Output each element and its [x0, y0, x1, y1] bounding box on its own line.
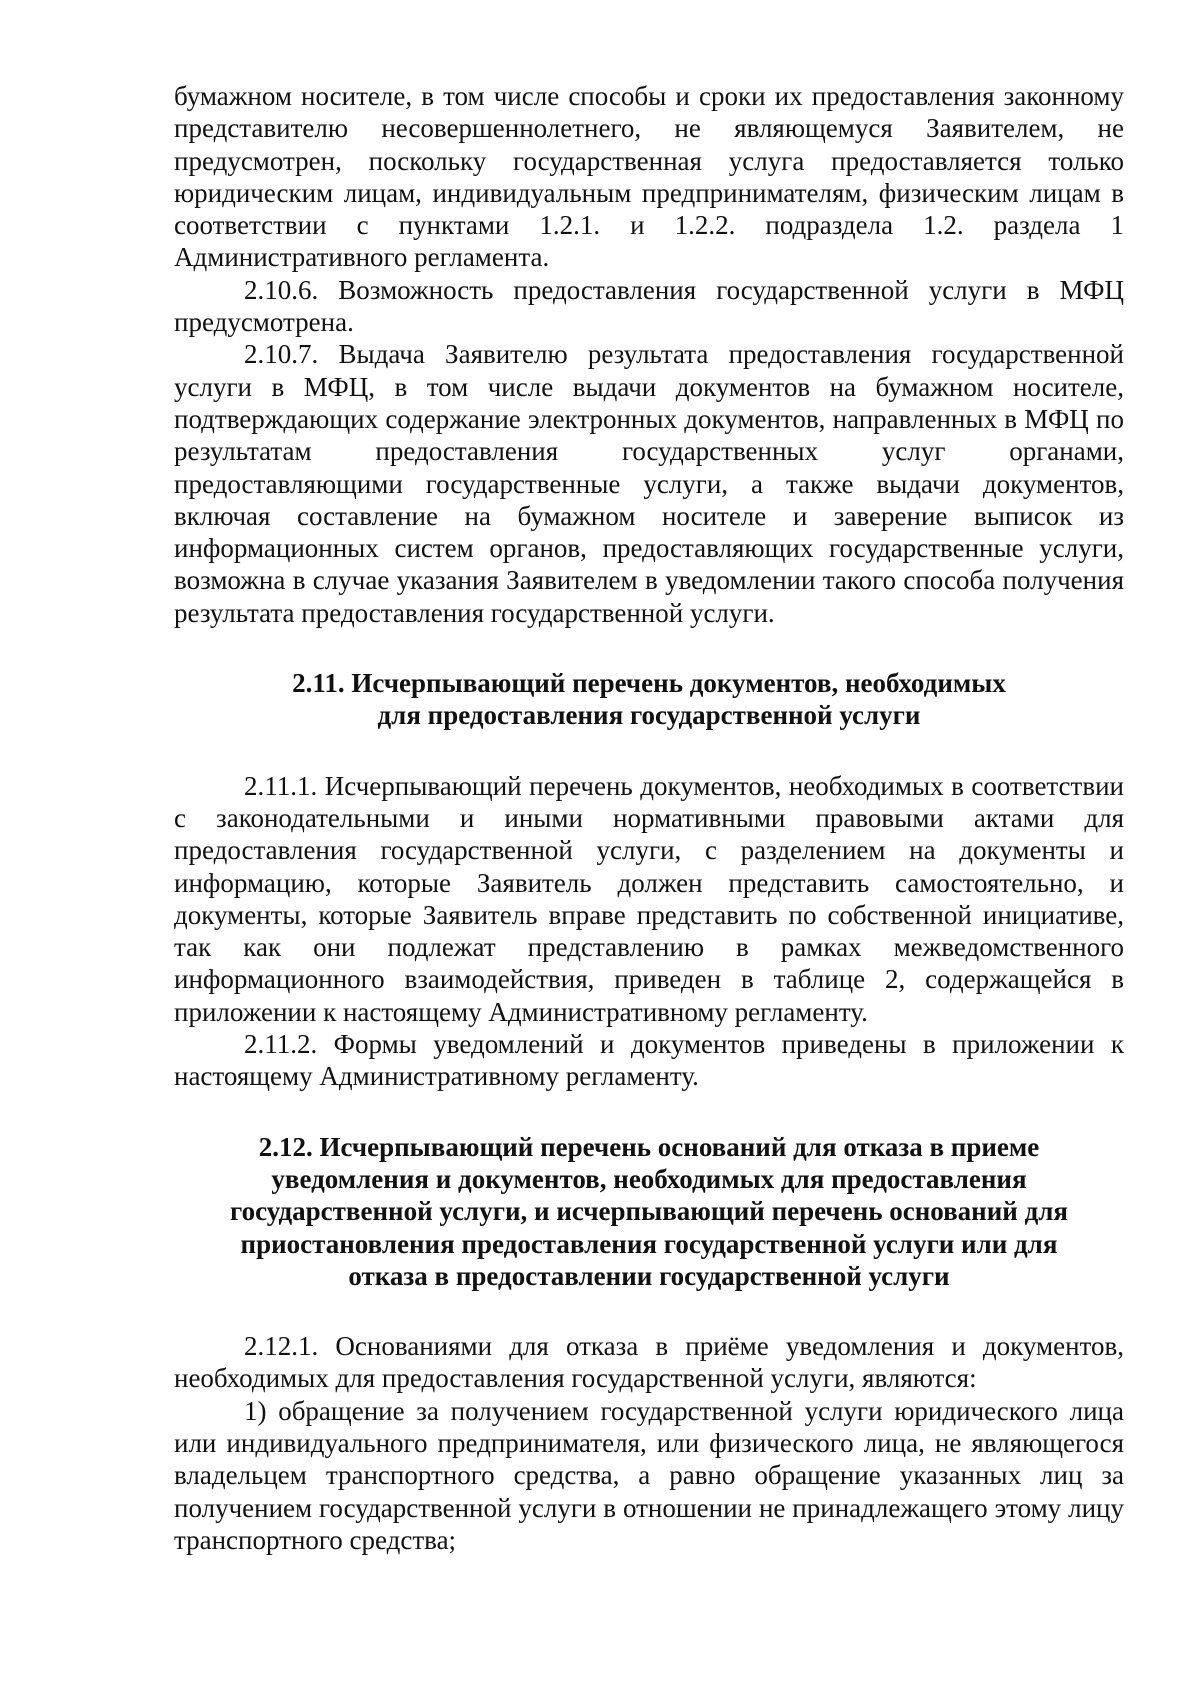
heading-line: отказа в предоставлении государственной услуги — [348, 1260, 950, 1291]
paragraph-2-11-2: 2.11.2. Формы уведомлений и документов приведены в приложении к настоящему Административному регламенту. — [174, 1029, 1124, 1092]
paragraph-2-11-1: 2.11.1. Исчерпывающий перечень документов, необходимых в соответствии с законодательными и иными нормативными правовыми актами для предоставления государственной услуги, с разделением на документы и информацию, которые Заявитель должен представить самостоятельно, и документы, которые Заявитель вправе представить по собственной инициативе, так как они подлежат представлению в рамках межведомственного информационного взаимодействия, приведен в таблице 2, содержащейся в приложении к настоящему Административному регламенту. — [174, 770, 1124, 1027]
heading-line: 2.11. Исчерпывающий перечень документов, необходимых — [292, 668, 1006, 699]
heading-2-11 — [174, 667, 1124, 732]
heading-line: уведомления и документов, необходимых для предоставления — [271, 1163, 1027, 1194]
paragraph-continuation: бумажном носителе, в том числе способы и сроки их предоставления законному представителю несовершеннолетнего, не являющемуся Заявителем, не предусмотрен, поскольку государственная услуга предоставляется только юридическим лицам, индивидуальным предпринимателям, физическим лицам в соответствии с пунктами 1.2.1. и 1.2.2. подраздела 1.2. раздела 1 Административного регламента. — [174, 81, 1124, 273]
heading-2-12 — [174, 1131, 1124, 1292]
paragraph-2-10-7: 2.10.7. Выдача Заявителю результата предоставления государственной услуги в МФЦ, в том числе выдачи документов на бумажном носителе, подтверждающих содержание электронных документов, направленных в МФЦ по результатам предоставления государственных услуг органами, предоставляющими государственные услуги, а также выдачи документов, включая составление на бумажном носителе и заверение выписок из информационных систем органов, предоставляющих государственные услуги, возможна в случае указания Заявителем в уведомлении такого способа получения результата предоставления государственной услуги. — [174, 339, 1124, 628]
paragraph-2-10-6: 2.10.6. Возможность предоставления государственной услуги в МФЦ предусмотрена. — [174, 274, 1124, 338]
list-item-1: 1) обращение за получением государственной услуги юридического лица или индивидуального предпринимателя, или физического лица, не являющегося владельцем транспортного средства, а равно обращение указанных лиц за получением государственной услуги в отношении не принадлежащего этому лицу транспортного средства; — [174, 1395, 1124, 1555]
heading-line: для предоставления государственной услуги — [377, 700, 921, 731]
paragraph-2-12-1: 2.12.1. Основаниями для отказа в приёме уведомления и документов, необходимых для предоставления государственной услуги, являются: — [174, 1331, 1124, 1394]
heading-line: приостановления предоставления государственной услуги или для — [240, 1228, 1058, 1259]
document-page — [174, 80, 1124, 1556]
heading-line: 2.12. Исчерпывающий перечень оснований для отказа в приеме — [258, 1131, 1040, 1162]
heading-line: государственной услуги, и исчерпывающий перечень оснований для — [229, 1196, 1069, 1227]
